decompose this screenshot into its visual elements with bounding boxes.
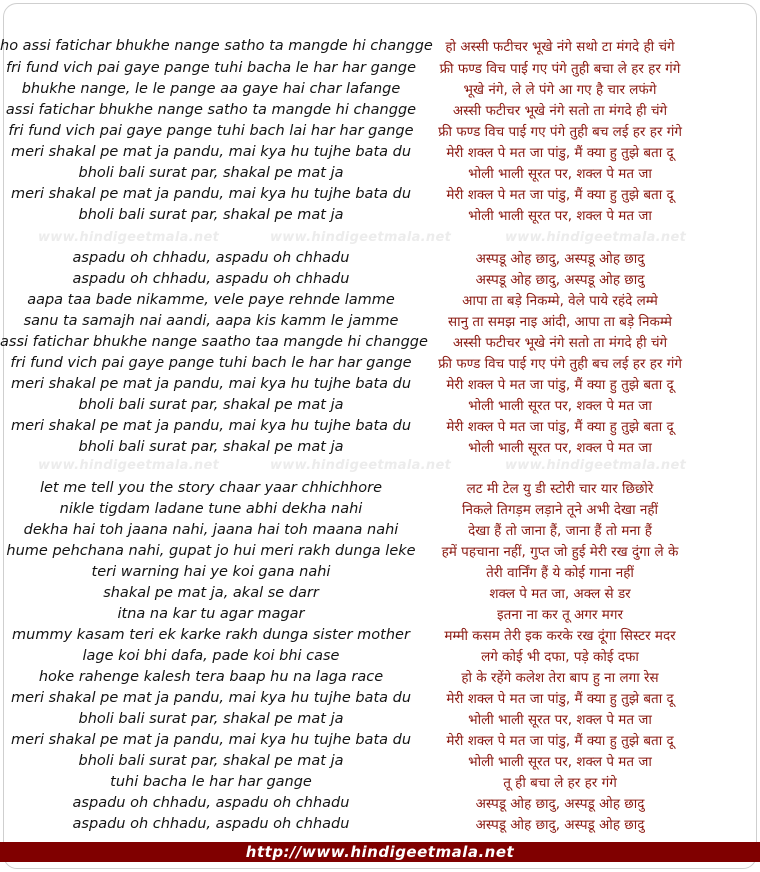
lyric-line-english: aapa taa bade nikamme, vele paye rehnde lamme [27,292,395,308]
lyric-line-english: itna na kar tu agar magar [117,606,305,622]
lyric-line-english: shakal pe mat ja, akal se darr [103,585,319,601]
lyric-line-hindi: मेरी शक्ल पे मत जा पांडु, मैं क्या हु तुझे बता दू [446,733,674,749]
lyric-line-hindi: अस्पडू ओह छादु, अस्पडू ओह छादु [475,251,645,267]
lyric-line-hindi: भोली भाली सूरत पर, शक्ल पे मत जा [468,208,652,224]
lyric-line-hindi: निकले तिगड़म लड़ाने तूने अभी देखा नहीं [461,502,659,518]
lyric-line-hindi: अस्सी फटीचर भूखे नंगे सतो ता मंगदे ही चंगे [452,103,668,119]
lyric-line-english: bholi bali surat par, shakal pe mat ja [78,439,344,455]
lyric-line-english: bholi bali surat par, shakal pe mat ja [78,711,344,727]
lyric-line-hindi: हमें पहचाना नहीं, गुप्त जो हुई मेरी रख दुंगा ले के [441,544,679,560]
lyric-line-english: fri fund vich pai gaye pange tuhi bach le har har gange [10,355,412,371]
lyric-line-english: let me tell you the story chaar yaar chhichhore [39,480,382,496]
lyric-line-english: meri shakal pe mat ja pandu, mai kya hu tujhe bata du [10,418,412,434]
watermark-text: www.hindigeetmala.net [38,230,220,245]
lyric-line-hindi: फ्री फण्ड विच पाई गए पंगे तुही बच लई हर हर गंगे [438,356,682,372]
lyric-line-hindi: फ्री फण्ड विच पाई गए पंगे तुही बच लई हर हर गंगे [438,124,682,140]
lyric-line-english: fri fund vich pai gaye pange tuhi bach lai har har gange [8,123,414,139]
lyric-line-english: bholi bali surat par, shakal pe mat ja [78,165,344,181]
lyric-line-english: bholi bali surat par, shakal pe mat ja [78,753,344,769]
watermark-text: www.hindigeetmala.net [270,458,452,473]
lyric-line-hindi: फ्री फण्ड विच पाई गए पंगे तुही बचा ले हर हर गंगे [439,61,681,77]
lyric-line-hindi: इतना ना कर तू अगर मगर [497,607,623,623]
lyric-line-english: meri shakal pe mat ja pandu, mai kya hu tujhe bata du [10,144,412,160]
lyric-line-hindi: शक्ल पे मत जा, अक्ल से डर [489,586,631,602]
lyric-line-english: sanu ta samajh nai aandi, aapa kis kamm le jamme [23,313,399,329]
watermark-text: www.hindigeetmala.net [270,230,452,245]
lyric-line-hindi: मेरी शक्ल पे मत जा पांडु, मैं क्या हु तुझे बता दू [446,187,674,203]
lyric-line-hindi: भोली भाली सूरत पर, शक्ल पे मत जा [468,440,652,456]
lyric-line-hindi: देखा हैं तो जाना हैं, जाना हैं तो मना हैं [468,523,652,539]
lyric-line-english: aspadu oh chhadu, aspadu oh chhadu [72,250,350,266]
lyric-line-hindi: अस्पडू ओह छादु, अस्पडू ओह छादु [475,272,645,288]
lyric-line-hindi: मेरी शक्ल पे मत जा पांडु, मैं क्या हु तुझे बता दू [446,145,674,161]
watermark-text: www.hindigeetmala.net [505,230,687,245]
lyric-line-hindi: अस्सी फटीचर भूखे नंगे सतो ता मंगदे ही चंगे [452,335,668,351]
lyric-line-english: bholi bali surat par, shakal pe mat ja [78,397,344,413]
lyric-line-hindi: सानु ता समझ नाइ आंदी, आपा ता बड़े निकम्मे [448,314,672,330]
footer-url[interactable]: http://www.hindigeetmala.net [245,843,515,861]
lyric-line-english: mummy kasam teri ek karke rakh dunga sister mother [12,627,410,643]
lyric-line-hindi: भूखे नंगे, ले ले पंगे आ गए है चार लफंगे [463,82,657,98]
lyric-line-english: meri shakal pe mat ja pandu, mai kya hu tujhe bata du [10,690,412,706]
lyric-line-english: tuhi bacha le har har gange [110,774,312,790]
lyric-line-english: bhukhe nange, le le pange aa gaye hai char lafange [21,81,401,97]
lyric-line-hindi: भोली भाली सूरत पर, शक्ल पे मत जा [468,712,652,728]
lyric-line-hindi: भोली भाली सूरत पर, शक्ल पे मत जा [468,398,652,414]
lyric-line-hindi: लट मी टेल यु डी स्टोरी चार यार छिछोरे [466,481,654,497]
lyric-line-hindi: हो अस्सी फटीचर भूखे नंगे सथो टा मंगदे ही चंगे [445,39,675,55]
lyric-line-english: meri shakal pe mat ja pandu, mai kya hu tujhe bata du [10,186,412,202]
lyric-line-english: assi fatichar bhukhe nange saatho taa mangde hi changge [0,334,428,350]
lyric-line-hindi: मेरी शक्ल पे मत जा पांडु, मैं क्या हु तुझे बता दू [446,691,674,707]
lyric-line-english: hume pehchana nahi, gupat jo hui meri rakh dunga leke [6,543,416,559]
lyric-line-english: meri shakal pe mat ja pandu, mai kya hu tujhe bata du [10,376,412,392]
lyric-line-english: aspadu oh chhadu, aspadu oh chhadu [72,271,350,287]
lyric-line-english: assi fatichar bhukhe nange satho ta mangde hi changge [5,102,417,118]
lyric-line-hindi: तेरी वार्निंग हैं ये कोई गाना नहीं [486,565,634,581]
watermark-text: www.hindigeetmala.net [505,458,687,473]
lyric-line-hindi: तू ही बचा ले हर हर गंगे [503,775,617,791]
lyric-line-hindi: मेरी शक्ल पे मत जा पांडु, मैं क्या हु तुझे बता दू [446,377,674,393]
lyric-line-english: ho assi fatichar bhukhe nange satho ta mangde hi changge [0,38,433,54]
lyric-line-english: bholi bali surat par, shakal pe mat ja [78,207,344,223]
lyric-line-english: dekha hai toh jaana nahi, jaana hai toh maana nahi [23,522,399,538]
lyric-line-english: meri shakal pe mat ja pandu, mai kya hu tujhe bata du [10,732,412,748]
lyric-line-hindi: अस्पडू ओह छादु, अस्पडू ओह छादु [475,796,645,812]
lyric-line-english: teri warning hai ye koi gana nahi [91,564,331,580]
lyric-line-hindi: मम्मी कसम तेरी इक करके रख दूंगा सिस्टर मदर [444,628,676,644]
lyric-line-hindi: अस्पडू ओह छादु, अस्पडू ओह छादु [475,817,645,833]
lyric-line-hindi: मेरी शक्ल पे मत जा पांडु, मैं क्या हु तुझे बता दू [446,419,674,435]
lyric-line-hindi: भोली भाली सूरत पर, शक्ल पे मत जा [468,754,652,770]
lyric-line-hindi: भोली भाली सूरत पर, शक्ल पे मत जा [468,166,652,182]
lyric-line-hindi: आपा ता बड़े निकम्मे, वेले पाये रहंदे लम्मे [462,293,658,309]
footer-bar [0,842,760,862]
lyric-line-english: fri fund vich pai gaye pange tuhi bacha le har har gange [5,60,417,76]
lyric-line-hindi: हो के रहेंगे कलेश तेरा बाप हु ना लगा रेस [461,670,659,686]
lyric-line-hindi: लगे कोई भी दफा, पड़े कोई दफा [481,649,639,665]
lyric-line-english: lage koi bhi dafa, pade koi bhi case [82,648,340,664]
watermark-text: www.hindigeetmala.net [38,458,220,473]
lyric-line-english: nikle tigdam ladane tune abhi dekha nahi [59,501,363,517]
lyric-line-english: aspadu oh chhadu, aspadu oh chhadu [72,816,350,832]
lyric-line-english: aspadu oh chhadu, aspadu oh chhadu [72,795,350,811]
lyric-line-english: hoke rahenge kalesh tera baap hu na laga race [38,669,384,685]
